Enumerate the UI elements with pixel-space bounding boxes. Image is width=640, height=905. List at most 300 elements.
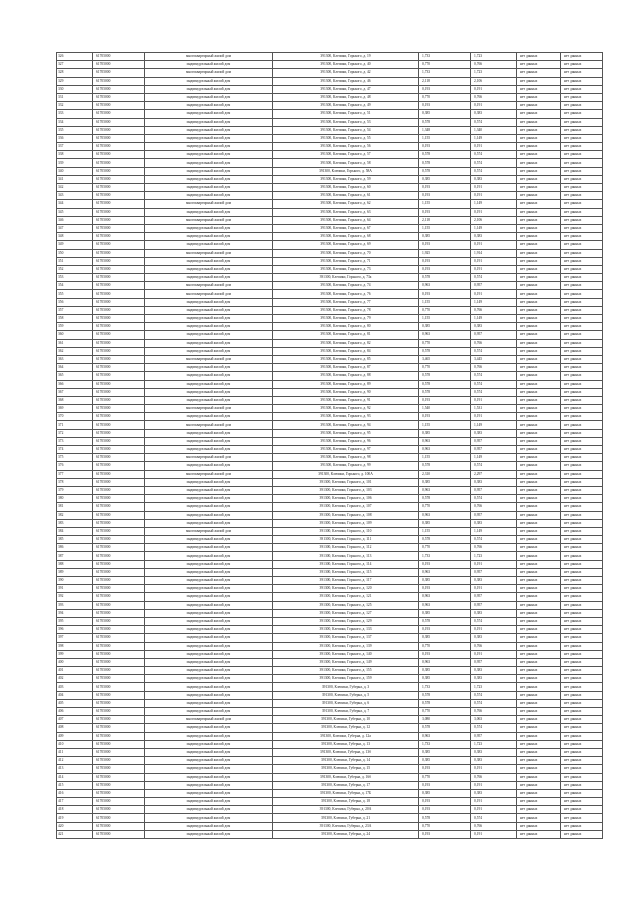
- type-cell: индивидуальный жилой дом: [145, 61, 273, 69]
- value-2-cell: 0,574: [471, 380, 517, 388]
- address-cell: 391300, Клепики, Горького, д. 64: [273, 216, 419, 224]
- table-row: [57, 446, 603, 454]
- status-1-cell: нет данных: [517, 552, 561, 560]
- code-cell: 61705000: [93, 609, 145, 617]
- type-cell: индивидуальный жилой дом: [145, 257, 273, 265]
- address-cell: 391300, Клепики, Горького, д. 159: [273, 675, 419, 683]
- table-row: [57, 429, 603, 437]
- row-number-cell: 368: [57, 396, 93, 404]
- address-cell: 391300, Клепики, Горького, д. 95: [273, 429, 419, 437]
- row-number-cell: 330: [57, 85, 93, 93]
- type-cell: индивидуальный жилой дом: [145, 331, 273, 339]
- row-number-cell: 347: [57, 224, 93, 232]
- value-1-cell: 0,385: [419, 789, 471, 797]
- status-2-cell: нет данных: [561, 118, 603, 126]
- value-2-cell: 0,574: [471, 151, 517, 159]
- type-cell: индивидуальный жилой дом: [145, 773, 273, 781]
- status-2-cell: нет данных: [561, 716, 603, 724]
- row-number-cell: 366: [57, 380, 93, 388]
- row-number-cell: 338: [57, 151, 93, 159]
- value-1-cell: 2,118: [419, 77, 471, 85]
- table-row: [57, 396, 603, 404]
- status-2-cell: нет данных: [561, 126, 603, 134]
- table-row: [57, 315, 603, 323]
- value-1-cell: 0,193: [419, 257, 471, 265]
- value-2-cell: 0,957: [471, 282, 517, 290]
- row-number-cell: 381: [57, 503, 93, 511]
- type-cell: индивидуальный жилой дом: [145, 634, 273, 642]
- row-number-cell: 327: [57, 61, 93, 69]
- address-cell: 391300, Клепики, Горького, д. 60: [273, 184, 419, 192]
- status-1-cell: нет данных: [517, 781, 561, 789]
- status-1-cell: нет данных: [517, 536, 561, 544]
- code-cell: 61705000: [93, 462, 145, 470]
- status-2-cell: нет данных: [561, 609, 603, 617]
- status-1-cell: нет данных: [517, 544, 561, 552]
- value-1-cell: 1,925: [419, 249, 471, 257]
- status-2-cell: нет данных: [561, 355, 603, 363]
- address-cell: 391300, Клепики, Горького, д. 19: [273, 53, 419, 61]
- value-1-cell: 0,578: [419, 388, 471, 396]
- status-1-cell: нет данных: [517, 257, 561, 265]
- table-row: [57, 462, 603, 470]
- value-2-cell: 0,574: [471, 462, 517, 470]
- status-2-cell: нет данных: [561, 593, 603, 601]
- row-number-cell: 377: [57, 470, 93, 478]
- status-2-cell: нет данных: [561, 519, 603, 527]
- type-cell: индивидуальный жилой дом: [145, 609, 273, 617]
- value-1-cell: 0,578: [419, 151, 471, 159]
- table-row: [57, 159, 603, 167]
- type-cell: индивидуальный жилой дом: [145, 806, 273, 814]
- row-number-cell: 382: [57, 511, 93, 519]
- status-1-cell: нет данных: [517, 798, 561, 806]
- status-1-cell: нет данных: [517, 568, 561, 576]
- code-cell: 61705000: [93, 593, 145, 601]
- table-row: [57, 478, 603, 486]
- value-2-cell: 0,191: [471, 102, 517, 110]
- status-1-cell: нет данных: [517, 634, 561, 642]
- status-2-cell: нет данных: [561, 77, 603, 85]
- type-cell: индивидуальный жилой дом: [145, 151, 273, 159]
- status-2-cell: нет данных: [561, 380, 603, 388]
- type-cell: индивидуальный жилой дом: [145, 568, 273, 576]
- type-cell: многоквартирный жилой дом: [145, 249, 273, 257]
- type-cell: индивидуальный жилой дом: [145, 118, 273, 126]
- code-cell: 61705000: [93, 667, 145, 675]
- type-cell: индивидуальный жилой дом: [145, 675, 273, 683]
- table-row: [57, 609, 603, 617]
- type-cell: индивидуальный жилой дом: [145, 233, 273, 241]
- address-cell: 391300, Клепики, Горького, д. 103: [273, 486, 419, 494]
- table-row: [57, 536, 603, 544]
- status-2-cell: нет данных: [561, 740, 603, 748]
- code-cell: 61705000: [93, 675, 145, 683]
- code-cell: 61705000: [93, 470, 145, 478]
- status-1-cell: нет данных: [517, 372, 561, 380]
- status-1-cell: нет данных: [517, 691, 561, 699]
- value-1-cell: 0,385: [419, 323, 471, 331]
- table-row: [57, 331, 603, 339]
- status-2-cell: нет данных: [561, 372, 603, 380]
- status-2-cell: нет данных: [561, 798, 603, 806]
- value-2-cell: 0,574: [471, 495, 517, 503]
- row-number-cell: 365: [57, 372, 93, 380]
- value-2-cell: 0,191: [471, 781, 517, 789]
- value-1-cell: 0,578: [419, 724, 471, 732]
- type-cell: индивидуальный жилой дом: [145, 740, 273, 748]
- status-1-cell: нет данных: [517, 421, 561, 429]
- value-1-cell: 1,733: [419, 552, 471, 560]
- table-row: [57, 486, 603, 494]
- value-1-cell: 0,193: [419, 626, 471, 634]
- address-cell: 391300, Клепики, Губерна, д. 17Б: [273, 789, 419, 797]
- row-number-cell: 363: [57, 355, 93, 363]
- address-cell: 391300, Клепики, Горького, д. 70: [273, 249, 419, 257]
- table-row: [57, 118, 603, 126]
- status-1-cell: нет данных: [517, 789, 561, 797]
- status-2-cell: нет данных: [561, 208, 603, 216]
- code-cell: 61705000: [93, 53, 145, 61]
- table-row: [57, 61, 603, 69]
- document-page: [56, 52, 602, 839]
- table-row: [57, 134, 603, 142]
- code-cell: 61705000: [93, 102, 145, 110]
- type-cell: индивидуальный жилой дом: [145, 536, 273, 544]
- value-1-cell: 0,385: [419, 233, 471, 241]
- code-cell: 61705000: [93, 552, 145, 560]
- status-1-cell: нет данных: [517, 77, 561, 85]
- row-number-cell: 380: [57, 495, 93, 503]
- row-number-cell: 415: [57, 781, 93, 789]
- address-cell: 391300, Клепики, Горького, д. 137: [273, 634, 419, 642]
- table-row: [57, 216, 603, 224]
- status-1-cell: нет данных: [517, 323, 561, 331]
- address-cell: 391300, Клепики, Горького, д. 78: [273, 306, 419, 314]
- code-cell: 61705000: [93, 748, 145, 756]
- value-1-cell: 0,770: [419, 93, 471, 101]
- value-1-cell: 1,733: [419, 53, 471, 61]
- value-1-cell: 0,385: [419, 634, 471, 642]
- status-2-cell: нет данных: [561, 69, 603, 77]
- code-cell: 61705000: [93, 405, 145, 413]
- row-number-cell: 376: [57, 462, 93, 470]
- status-1-cell: нет данных: [517, 609, 561, 617]
- code-cell: 61705000: [93, 789, 145, 797]
- table-row: [57, 658, 603, 666]
- type-cell: индивидуальный жилой дом: [145, 683, 273, 691]
- value-1-cell: 0,578: [419, 691, 471, 699]
- code-cell: 61705000: [93, 298, 145, 306]
- status-1-cell: нет данных: [517, 224, 561, 232]
- status-1-cell: нет данных: [517, 413, 561, 421]
- code-cell: 61705000: [93, 175, 145, 183]
- value-2-cell: 0,383: [471, 634, 517, 642]
- status-2-cell: нет данных: [561, 658, 603, 666]
- type-cell: многоквартирный жилой дом: [145, 716, 273, 724]
- status-2-cell: нет данных: [561, 560, 603, 568]
- code-cell: 61705000: [93, 708, 145, 716]
- code-cell: 61705000: [93, 167, 145, 175]
- row-number-cell: 392: [57, 593, 93, 601]
- code-cell: 61705000: [93, 626, 145, 634]
- code-cell: 61705000: [93, 560, 145, 568]
- type-cell: многоквартирный жилой дом: [145, 527, 273, 535]
- type-cell: многоквартирный жилой дом: [145, 405, 273, 413]
- status-1-cell: нет данных: [517, 577, 561, 585]
- address-cell: 391300, Клепики, Горького, д. 85: [273, 355, 419, 363]
- status-1-cell: нет данных: [517, 306, 561, 314]
- code-cell: 61705000: [93, 184, 145, 192]
- value-2-cell: 0,191: [471, 85, 517, 93]
- value-1-cell: 0,385: [419, 175, 471, 183]
- row-number-cell: 335: [57, 126, 93, 134]
- value-1-cell: 0,193: [419, 560, 471, 568]
- row-number-cell: 406: [57, 708, 93, 716]
- status-1-cell: нет данных: [517, 167, 561, 175]
- table-row: [57, 675, 603, 683]
- value-2-cell: 0,957: [471, 568, 517, 576]
- value-2-cell: 0,383: [471, 429, 517, 437]
- value-2-cell: 1,149: [471, 421, 517, 429]
- value-1-cell: 0,193: [419, 585, 471, 593]
- code-cell: 61705000: [93, 740, 145, 748]
- row-number-cell: 385: [57, 536, 93, 544]
- value-2-cell: 0,383: [471, 323, 517, 331]
- value-1-cell: 0,578: [419, 347, 471, 355]
- row-number-cell: 418: [57, 806, 93, 814]
- value-2-cell: 0,191: [471, 241, 517, 249]
- value-1-cell: 0,578: [419, 372, 471, 380]
- value-1-cell: 0,963: [419, 593, 471, 601]
- type-cell: многоквартирный жилой дом: [145, 216, 273, 224]
- table-row: [57, 560, 603, 568]
- status-1-cell: нет данных: [517, 617, 561, 625]
- address-cell: 391300, Клепики, Горького, д. 49: [273, 102, 419, 110]
- value-1-cell: 2,118: [419, 216, 471, 224]
- table-row: [57, 568, 603, 576]
- value-1-cell: 0,770: [419, 503, 471, 511]
- type-cell: многоквартирный жилой дом: [145, 421, 273, 429]
- address-cell: 391300, Клепики, Горького, д. 77: [273, 298, 419, 306]
- table-row: [57, 708, 603, 716]
- address-cell: 391300, Клепики, Горького, д. 107: [273, 503, 419, 511]
- status-1-cell: нет данных: [517, 355, 561, 363]
- table-row: [57, 789, 603, 797]
- status-2-cell: нет данных: [561, 789, 603, 797]
- status-2-cell: нет данных: [561, 568, 603, 576]
- value-2-cell: 1,723: [471, 69, 517, 77]
- status-2-cell: нет данных: [561, 478, 603, 486]
- value-2-cell: 3,063: [471, 716, 517, 724]
- status-2-cell: нет данных: [561, 642, 603, 650]
- value-1-cell: 0,193: [419, 798, 471, 806]
- row-number-cell: 361: [57, 339, 93, 347]
- status-1-cell: нет данных: [517, 315, 561, 323]
- status-1-cell: нет данных: [517, 675, 561, 683]
- address-cell: 391300, Клепики, Горького, д. 112: [273, 544, 419, 552]
- address-cell: 391300, Клепики, Губерна, д. 13: [273, 740, 419, 748]
- value-1-cell: 0,578: [419, 274, 471, 282]
- status-2-cell: нет данных: [561, 552, 603, 560]
- value-2-cell: 0,191: [471, 585, 517, 593]
- value-2-cell: 0,383: [471, 789, 517, 797]
- row-number-cell: 391: [57, 585, 93, 593]
- status-1-cell: нет данных: [517, 241, 561, 249]
- status-2-cell: нет данных: [561, 617, 603, 625]
- type-cell: индивидуальный жилой дом: [145, 757, 273, 765]
- row-number-cell: 416: [57, 789, 93, 797]
- status-2-cell: нет данных: [561, 724, 603, 732]
- table-row: [57, 691, 603, 699]
- status-1-cell: нет данных: [517, 347, 561, 355]
- status-2-cell: нет данных: [561, 757, 603, 765]
- status-2-cell: нет данных: [561, 290, 603, 298]
- value-2-cell: 0,191: [471, 396, 517, 404]
- table-row: [57, 347, 603, 355]
- value-2-cell: 2,106: [471, 216, 517, 224]
- value-1-cell: 0,578: [419, 380, 471, 388]
- address-cell: 391300, Клепики, Горького, д. 109: [273, 519, 419, 527]
- status-2-cell: нет данных: [561, 249, 603, 257]
- type-cell: многоквартирный жилой дом: [145, 53, 273, 61]
- row-number-cell: 336: [57, 134, 93, 142]
- value-2-cell: 0,574: [471, 617, 517, 625]
- value-2-cell: 0,191: [471, 257, 517, 265]
- address-cell: 391300, Клепики, Горького, д. 129: [273, 617, 419, 625]
- value-2-cell: 0,191: [471, 265, 517, 273]
- value-2-cell: 0,383: [471, 748, 517, 756]
- address-cell: 391300, Клепики, Губерна, д. 12а: [273, 732, 419, 740]
- value-1-cell: 0,963: [419, 446, 471, 454]
- code-cell: 61705000: [93, 421, 145, 429]
- row-number-cell: 360: [57, 331, 93, 339]
- type-cell: индивидуальный жилой дом: [145, 134, 273, 142]
- value-2-cell: 0,191: [471, 650, 517, 658]
- address-cell: 391300, Клепики, Горького, д. 120: [273, 585, 419, 593]
- value-2-cell: 0,574: [471, 536, 517, 544]
- value-1-cell: 1,155: [419, 421, 471, 429]
- code-cell: 61705000: [93, 503, 145, 511]
- address-cell: 391300, Клепики, Горького, д. 69: [273, 241, 419, 249]
- code-cell: 61705000: [93, 814, 145, 822]
- type-cell: индивидуальный жилой дом: [145, 224, 273, 232]
- type-cell: индивидуальный жилой дом: [145, 167, 273, 175]
- row-number-cell: 350: [57, 249, 93, 257]
- address-cell: 391300, Клепики, Горького, д. 111: [273, 536, 419, 544]
- status-1-cell: нет данных: [517, 134, 561, 142]
- table-row: [57, 667, 603, 675]
- status-1-cell: нет данных: [517, 708, 561, 716]
- code-cell: 61705000: [93, 282, 145, 290]
- value-1-cell: 0,578: [419, 617, 471, 625]
- code-cell: 61705000: [93, 85, 145, 93]
- status-1-cell: нет данных: [517, 69, 561, 77]
- table-row: [57, 617, 603, 625]
- address-cell: 391300, Клепики, Горького, д. 106: [273, 495, 419, 503]
- status-1-cell: нет данных: [517, 388, 561, 396]
- row-number-cell: 405: [57, 699, 93, 707]
- table-row: [57, 282, 603, 290]
- type-cell: индивидуальный жилой дом: [145, 274, 273, 282]
- address-cell: 391300, Клепики, Горького, д. 121: [273, 593, 419, 601]
- status-2-cell: нет данных: [561, 134, 603, 142]
- type-cell: индивидуальный жилой дом: [145, 814, 273, 822]
- status-1-cell: нет данных: [517, 396, 561, 404]
- type-cell: индивидуальный жилой дом: [145, 208, 273, 216]
- row-number-cell: 354: [57, 282, 93, 290]
- code-cell: 61705000: [93, 429, 145, 437]
- value-1-cell: 0,193: [419, 806, 471, 814]
- type-cell: индивидуальный жилой дом: [145, 519, 273, 527]
- row-number-cell: 343: [57, 192, 93, 200]
- status-1-cell: нет данных: [517, 437, 561, 445]
- row-number-cell: 351: [57, 257, 93, 265]
- status-2-cell: нет данных: [561, 634, 603, 642]
- code-cell: 61705000: [93, 446, 145, 454]
- address-cell: 391300, Клепики, Горького, д. 87: [273, 364, 419, 372]
- address-cell: 391300, Клепики, Горького, д. 133: [273, 626, 419, 634]
- value-2-cell: 0,957: [471, 437, 517, 445]
- address-cell: 391300, Клепики, Горького, д. 115: [273, 568, 419, 576]
- status-2-cell: нет данных: [561, 486, 603, 494]
- table-row: [57, 626, 603, 634]
- code-cell: 61705000: [93, 306, 145, 314]
- value-1-cell: 1,155: [419, 454, 471, 462]
- code-cell: 61705000: [93, 765, 145, 773]
- value-2-cell: 0,191: [471, 798, 517, 806]
- code-cell: 61705000: [93, 331, 145, 339]
- status-2-cell: нет данных: [561, 814, 603, 822]
- address-cell: 391300, Клепики, Горького, д. 140: [273, 650, 419, 658]
- value-2-cell: 0,766: [471, 364, 517, 372]
- type-cell: индивидуальный жилой дом: [145, 486, 273, 494]
- value-1-cell: 0,193: [419, 413, 471, 421]
- type-cell: индивидуальный жилой дом: [145, 617, 273, 625]
- row-number-cell: 408: [57, 724, 93, 732]
- type-cell: многоквартирный жилой дом: [145, 69, 273, 77]
- row-number-cell: 393: [57, 601, 93, 609]
- value-1-cell: 0,193: [419, 241, 471, 249]
- status-2-cell: нет данных: [561, 830, 603, 838]
- status-2-cell: нет данных: [561, 274, 603, 282]
- code-cell: 61705000: [93, 233, 145, 241]
- row-number-cell: 333: [57, 110, 93, 118]
- row-number-cell: 344: [57, 200, 93, 208]
- value-1-cell: 1,733: [419, 69, 471, 77]
- status-2-cell: нет данных: [561, 396, 603, 404]
- value-1-cell: 0,578: [419, 495, 471, 503]
- table-row: [57, 437, 603, 445]
- table-row: [57, 699, 603, 707]
- table-row: [57, 175, 603, 183]
- table-row: [57, 495, 603, 503]
- type-cell: индивидуальный жилой дом: [145, 503, 273, 511]
- status-1-cell: нет данных: [517, 184, 561, 192]
- status-2-cell: нет данных: [561, 732, 603, 740]
- row-number-cell: 389: [57, 568, 93, 576]
- status-1-cell: нет данных: [517, 806, 561, 814]
- code-cell: 61705000: [93, 617, 145, 625]
- type-cell: индивидуальный жилой дом: [145, 372, 273, 380]
- code-cell: 61705000: [93, 486, 145, 494]
- status-1-cell: нет данных: [517, 216, 561, 224]
- status-1-cell: нет данных: [517, 339, 561, 347]
- status-2-cell: нет данных: [561, 437, 603, 445]
- value-2-cell: 0,574: [471, 691, 517, 699]
- type-cell: индивидуальный жилой дом: [145, 184, 273, 192]
- value-2-cell: 0,383: [471, 110, 517, 118]
